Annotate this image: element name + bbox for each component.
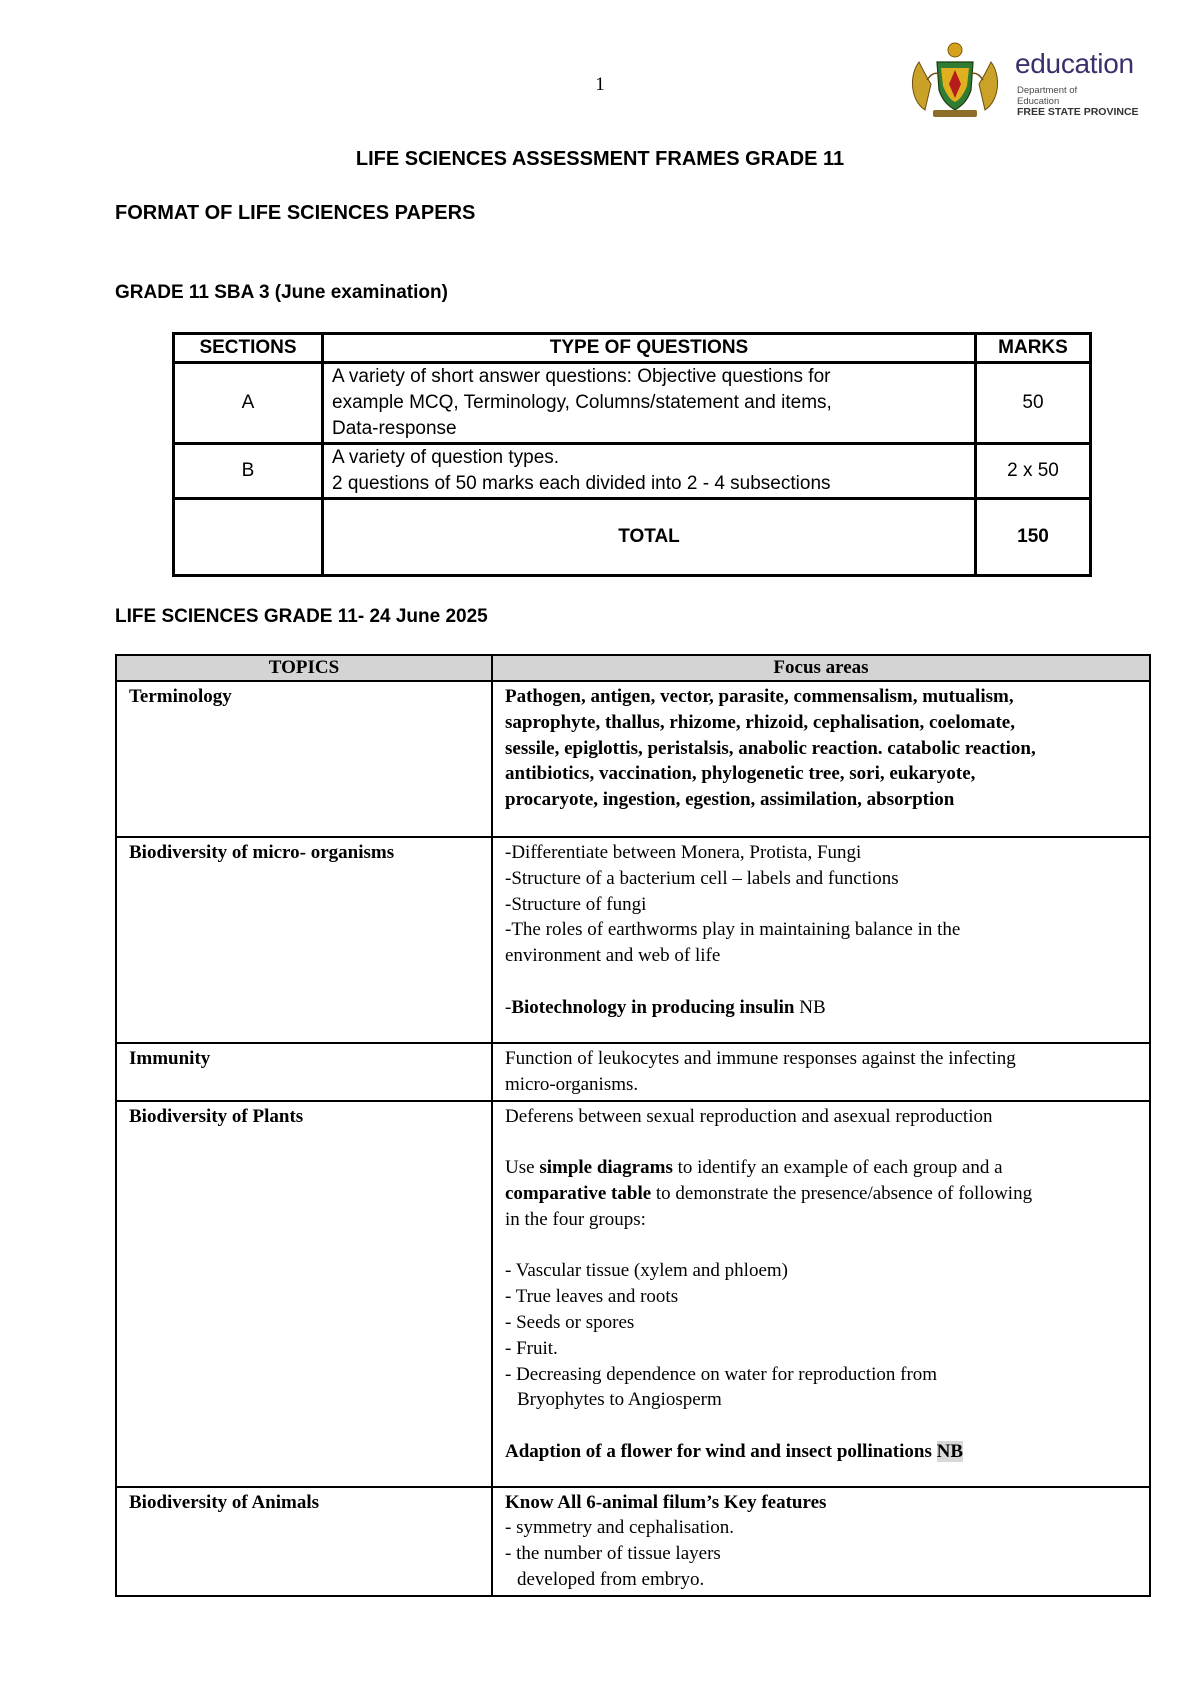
cell-line: sessile, epiglottis, peristalsis, anabolic reaction. catabolic reaction, bbox=[505, 737, 1036, 759]
cell-line: example MCQ, Terminology, Columns/statement and items, bbox=[332, 392, 832, 413]
topic-cell: Immunity bbox=[116, 1043, 492, 1101]
topic-cell: Biodiversity of Animals bbox=[116, 1487, 492, 1596]
marks-cell: 50 bbox=[976, 363, 1091, 444]
focus-cell bbox=[492, 1487, 1150, 1596]
bullet-line: - symmetry and cephalisation. bbox=[505, 1517, 734, 1539]
nb-text: NB bbox=[794, 996, 826, 1018]
cell-line bbox=[505, 1155, 1137, 1181]
empty-cell bbox=[174, 499, 323, 576]
cell-line: Pathogen, antigen, vector, parasite, commensalism, mutualism, bbox=[505, 686, 1014, 707]
nb-highlight: NB bbox=[936, 1440, 964, 1462]
logo-subtitle bbox=[1017, 85, 1139, 118]
cell-line: -The roles of earthworms play in maintaining balance in the bbox=[505, 919, 961, 941]
table-row bbox=[174, 363, 1091, 444]
biotech-line bbox=[505, 995, 1137, 1021]
cell-line: Deferens between sexual reproduction and asexual reproduction bbox=[505, 1105, 993, 1127]
table-row bbox=[174, 444, 1091, 499]
cell-line: antibiotics, vaccination, phylogenetic tree, sori, eukaryote, bbox=[505, 763, 976, 785]
table-row bbox=[116, 837, 1150, 1043]
bullet-line: - Fruit. bbox=[505, 1337, 558, 1359]
section-cell: A bbox=[174, 363, 323, 444]
document-title: LIFE SCIENCES ASSESSMENT FRAMES GRADE 11 bbox=[355, 148, 845, 170]
page-number: 1 bbox=[595, 74, 605, 95]
table-header-row bbox=[116, 655, 1150, 681]
logo-wordmark: education bbox=[1015, 48, 1134, 79]
total-marks: 150 bbox=[976, 499, 1091, 576]
focus-cell bbox=[492, 1101, 1150, 1487]
dash: - bbox=[505, 996, 512, 1018]
topic-cell: Biodiversity of micro- organisms bbox=[116, 837, 492, 1043]
bullet-line: - Seeds or spores bbox=[505, 1311, 635, 1333]
total-row bbox=[174, 499, 1091, 576]
topics-table bbox=[115, 654, 1151, 1597]
text-run: to identify an example of each group and a bbox=[672, 1157, 1003, 1179]
biotech-bold: Biotechnology in producing insulin bbox=[511, 996, 795, 1018]
bullet-line: - Decreasing dependence on water for reproduction from bbox=[505, 1363, 938, 1385]
table-header-row bbox=[174, 334, 1091, 363]
bullet-continuation: Bryophytes to Angiosperm bbox=[517, 1389, 722, 1411]
logo-sub-line: Department of bbox=[1017, 85, 1078, 96]
cell-line: Data-response bbox=[332, 418, 457, 439]
cell-line bbox=[505, 1439, 1137, 1465]
table-row bbox=[116, 1487, 1150, 1596]
bullet-line: - Vascular tissue (xylem and phloem) bbox=[505, 1260, 788, 1282]
cell-line: 2 questions of 50 marks each divided into 2 - 4 subsections bbox=[332, 473, 831, 494]
marks-cell: 2 x 50 bbox=[976, 444, 1091, 499]
question-type-cell bbox=[323, 363, 976, 444]
cell-line: -Structure of a bacterium cell – labels and functions bbox=[505, 867, 899, 889]
topics-heading: LIFE SCIENCES GRADE 11- 24 June 2025 bbox=[115, 606, 488, 627]
cell-line: Know All 6-animal filum’s Key features bbox=[505, 1491, 827, 1513]
column-header: MARKS bbox=[976, 334, 1091, 363]
topic-cell: Biodiversity of Plants bbox=[116, 1101, 492, 1487]
bold-run: Adaption of a flower for wind and insect pollinations bbox=[505, 1440, 937, 1462]
column-header: TOPICS bbox=[116, 655, 492, 681]
bullet-continuation: developed from embryo. bbox=[517, 1568, 705, 1590]
focus-cell bbox=[492, 681, 1150, 837]
cell-line: in the four groups: bbox=[505, 1208, 646, 1230]
cell-line: micro-organisms. bbox=[505, 1073, 639, 1095]
focus-cell bbox=[492, 1043, 1150, 1101]
bold-run: simple diagrams bbox=[539, 1157, 673, 1179]
table-row bbox=[116, 681, 1150, 837]
cell-line: environment and web of life bbox=[505, 945, 721, 967]
cell-line bbox=[505, 1181, 1137, 1207]
question-type-cell bbox=[323, 444, 976, 499]
logo-province: FREE STATE PROVINCE bbox=[1017, 106, 1139, 118]
text-run: to demonstrate the presence/absence of following bbox=[651, 1182, 1033, 1204]
cell-line: saprophyte, thallus, rhizome, rhizoid, cephalisation, coelomate, bbox=[505, 711, 1015, 733]
focus-cell bbox=[492, 837, 1150, 1043]
table-row bbox=[116, 1043, 1150, 1101]
cell-line: A variety of question types. bbox=[332, 447, 560, 468]
column-header: Focus areas bbox=[492, 655, 1150, 681]
cell-line: Function of leukocytes and immune responses against the infecting bbox=[505, 1048, 1016, 1069]
bullet-line: - True leaves and roots bbox=[505, 1286, 679, 1308]
column-header: SECTIONS bbox=[174, 334, 323, 363]
format-table bbox=[172, 332, 1092, 577]
table-row bbox=[116, 1101, 1150, 1487]
department-logo bbox=[905, 40, 1150, 120]
section-cell: B bbox=[174, 444, 323, 499]
cell-line: -Differentiate between Monera, Protista, Fungi bbox=[505, 842, 862, 863]
coat-of-arms-icon bbox=[905, 40, 1005, 120]
format-heading: FORMAT OF LIFE SCIENCES PAPERS bbox=[115, 202, 476, 224]
text-run: Use bbox=[505, 1157, 540, 1179]
column-header: TYPE OF QUESTIONS bbox=[323, 334, 976, 363]
cell-line: procaryote, ingestion, egestion, assimilation, absorption bbox=[505, 789, 955, 811]
topic-cell: Terminology bbox=[116, 681, 492, 837]
cell-line: -Structure of fungi bbox=[505, 893, 647, 915]
logo-sub-line: Education bbox=[1017, 96, 1060, 107]
bold-run: comparative table bbox=[505, 1182, 652, 1204]
bullet-line: - the number of tissue layers bbox=[505, 1543, 721, 1565]
total-label: TOTAL bbox=[323, 499, 976, 576]
cell-line: A variety of short answer questions: Objective questions for bbox=[332, 366, 831, 387]
sba-heading: GRADE 11 SBA 3 (June examination) bbox=[115, 282, 448, 303]
